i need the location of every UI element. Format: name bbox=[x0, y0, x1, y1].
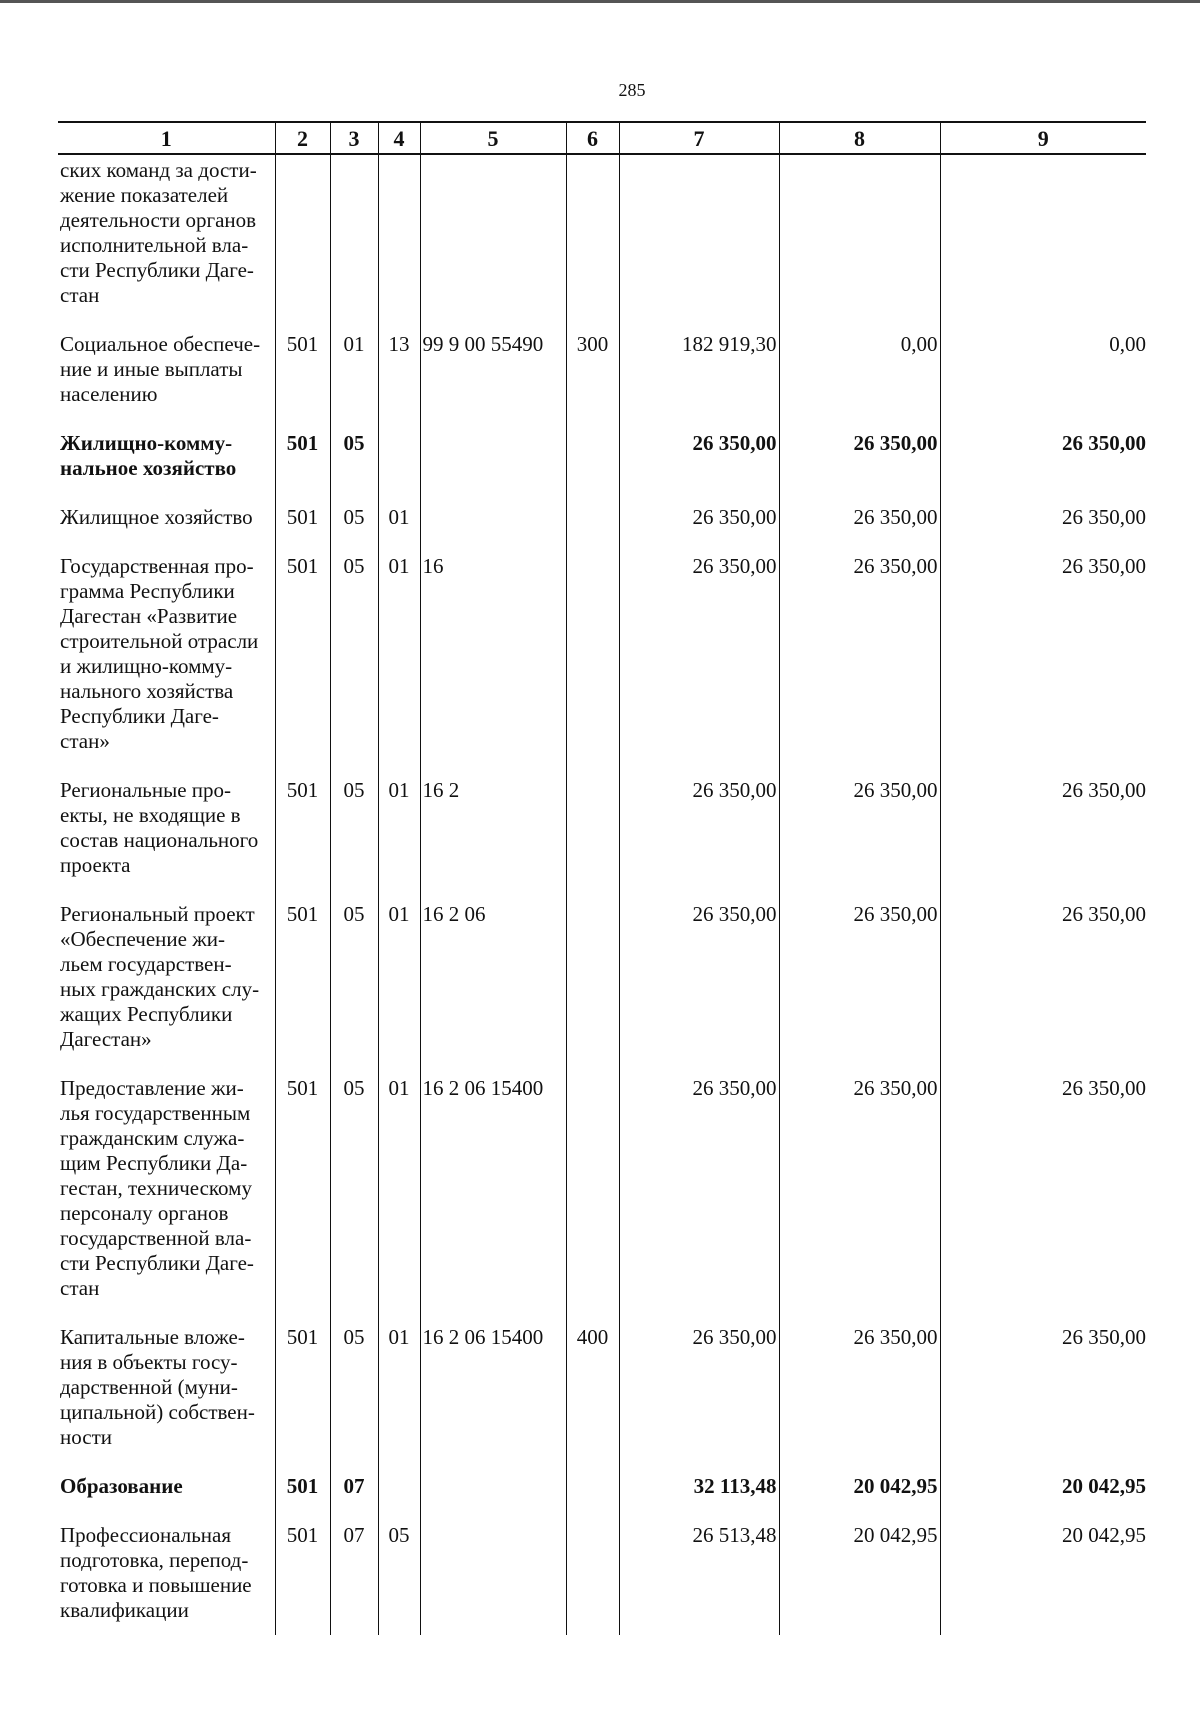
item-name-line: Образование bbox=[60, 1474, 183, 1498]
item-name-line: проекта bbox=[60, 853, 131, 877]
subsection-code-cell: 01 bbox=[378, 1064, 420, 1313]
table-row bbox=[58, 320, 1146, 419]
amount-col7-cell: 26 350,00 bbox=[619, 419, 779, 493]
expense-type-cell bbox=[566, 1511, 619, 1635]
item-name-line: екты, не входящие в bbox=[60, 803, 241, 827]
admin-code-cell: 501 bbox=[275, 1511, 330, 1635]
amount-col8-cell: 26 350,00 bbox=[779, 1064, 940, 1313]
amount-col9-cell: 26 350,00 bbox=[940, 1064, 1146, 1313]
table-row bbox=[58, 542, 1146, 766]
amount-col9-cell: 26 350,00 bbox=[940, 542, 1146, 766]
item-name-line: деятельности органов bbox=[60, 208, 257, 232]
amount-col8-cell: 20 042,95 bbox=[779, 1511, 940, 1635]
subsection-code-cell: 05 bbox=[378, 1511, 420, 1635]
amount-col7-cell: 26 350,00 bbox=[619, 766, 779, 890]
admin-code-cell: 501 bbox=[275, 419, 330, 493]
admin-code-cell: 501 bbox=[275, 1462, 330, 1511]
column-header: 5 bbox=[420, 122, 566, 154]
item-name-line: нального хозяйства bbox=[60, 679, 234, 703]
item-name-line: состав национального bbox=[60, 828, 259, 852]
target-article-cell: 16 2 06 15400 bbox=[420, 1313, 566, 1462]
table-row bbox=[58, 1313, 1146, 1462]
item-name-cell bbox=[58, 1511, 275, 1635]
item-name-line: Дагестан» bbox=[60, 1027, 152, 1051]
amount-col9-cell: 20 042,95 bbox=[940, 1462, 1146, 1511]
expense-type-cell bbox=[566, 890, 619, 1064]
column-header: 1 bbox=[58, 122, 275, 154]
expense-type-cell bbox=[566, 766, 619, 890]
section-code-cell bbox=[330, 154, 378, 320]
item-name-line: жащих Республики bbox=[60, 1002, 233, 1026]
amount-col8-cell: 26 350,00 bbox=[779, 766, 940, 890]
item-name-line: Жилищно-комму- bbox=[60, 431, 233, 455]
amount-col7-cell: 32 113,48 bbox=[619, 1462, 779, 1511]
admin-code-cell: 501 bbox=[275, 493, 330, 542]
item-name-line: стан» bbox=[60, 729, 110, 753]
target-article-cell: 16 2 06 15400 bbox=[420, 1064, 566, 1313]
target-article-cell bbox=[420, 419, 566, 493]
item-name-line: Профессиональная bbox=[60, 1523, 232, 1547]
item-name-line: строительной отрасли bbox=[60, 629, 259, 653]
table-body bbox=[58, 154, 1146, 1635]
table-row bbox=[58, 1462, 1146, 1511]
item-name-line: Региональные про- bbox=[60, 778, 232, 802]
amount-col8-cell: 26 350,00 bbox=[779, 890, 940, 1064]
amount-col9-cell: 26 350,00 bbox=[940, 890, 1146, 1064]
item-name-line: исполнительной вла- bbox=[60, 233, 249, 257]
item-name-line: населению bbox=[60, 382, 158, 406]
item-name-cell bbox=[58, 1064, 275, 1313]
target-article-cell: 99 9 00 55490 bbox=[420, 320, 566, 419]
column-header: 3 bbox=[330, 122, 378, 154]
item-name-line: сти Республики Даге- bbox=[60, 1251, 254, 1275]
expense-type-cell bbox=[566, 542, 619, 766]
section-code-cell: 05 bbox=[330, 766, 378, 890]
amount-col8-cell: 20 042,95 bbox=[779, 1462, 940, 1511]
item-name-line: дарственной (муни- bbox=[60, 1375, 238, 1399]
item-name-line: государственной вла- bbox=[60, 1226, 252, 1250]
item-name-cell bbox=[58, 766, 275, 890]
item-name-line: стан bbox=[60, 1276, 100, 1300]
item-name-cell bbox=[58, 154, 275, 320]
page-number: 285 bbox=[618, 80, 646, 100]
section-code-cell: 07 bbox=[330, 1511, 378, 1635]
item-name-line: ных гражданских слу- bbox=[60, 977, 260, 1001]
amount-col9-cell bbox=[940, 154, 1146, 320]
item-name-line: Государственная про- bbox=[60, 554, 254, 578]
amount-col7-cell: 26 350,00 bbox=[619, 542, 779, 766]
expense-type-cell bbox=[566, 1462, 619, 1511]
item-name-line: Капитальные вложе- bbox=[60, 1325, 245, 1349]
target-article-cell bbox=[420, 1462, 566, 1511]
expense-type-cell bbox=[566, 419, 619, 493]
amount-col8-cell: 26 350,00 bbox=[779, 493, 940, 542]
expense-type-cell: 300 bbox=[566, 320, 619, 419]
subsection-code-cell: 01 bbox=[378, 493, 420, 542]
item-name-cell bbox=[58, 1313, 275, 1462]
admin-code-cell: 501 bbox=[275, 542, 330, 766]
section-code-cell: 01 bbox=[330, 320, 378, 419]
item-name-line: сти Республики Даге- bbox=[60, 258, 254, 282]
item-name-line: гражданским служа- bbox=[60, 1126, 245, 1150]
amount-col8-cell: 26 350,00 bbox=[779, 419, 940, 493]
amount-col8-cell bbox=[779, 154, 940, 320]
section-code-cell: 05 bbox=[330, 493, 378, 542]
subsection-code-cell: 01 bbox=[378, 766, 420, 890]
target-article-cell: 16 2 06 bbox=[420, 890, 566, 1064]
table-row bbox=[58, 1511, 1146, 1635]
item-name-line: ния в объекты госу- bbox=[60, 1350, 238, 1374]
item-name-line: Социальное обеспече- bbox=[60, 332, 261, 356]
table-row bbox=[58, 419, 1146, 493]
item-name-line: готовка и повышение bbox=[60, 1573, 252, 1597]
budget-table bbox=[58, 121, 1146, 1635]
item-name-cell bbox=[58, 542, 275, 766]
item-name-line: подготовка, перепод- bbox=[60, 1548, 249, 1572]
amount-col7-cell: 26 350,00 bbox=[619, 1064, 779, 1313]
item-name-line: нальное хозяйство bbox=[60, 456, 237, 480]
amount-col9-cell: 26 350,00 bbox=[940, 1313, 1146, 1462]
column-header: 7 bbox=[619, 122, 779, 154]
section-code-cell: 05 bbox=[330, 890, 378, 1064]
admin-code-cell: 501 bbox=[275, 320, 330, 419]
section-code-cell: 05 bbox=[330, 419, 378, 493]
amount-col7-cell: 26 350,00 bbox=[619, 1313, 779, 1462]
item-name-line: Республики Даге- bbox=[60, 704, 219, 728]
item-name-line: ских команд за дости- bbox=[60, 158, 257, 182]
amount-col9-cell: 26 350,00 bbox=[940, 766, 1146, 890]
item-name-cell bbox=[58, 890, 275, 1064]
subsection-code-cell bbox=[378, 1462, 420, 1511]
amount-col7-cell: 26 350,00 bbox=[619, 493, 779, 542]
section-code-cell: 05 bbox=[330, 1064, 378, 1313]
amount-col7-cell: 26 513,48 bbox=[619, 1511, 779, 1635]
amount-col8-cell: 26 350,00 bbox=[779, 542, 940, 766]
expense-type-cell bbox=[566, 1064, 619, 1313]
expense-type-cell bbox=[566, 493, 619, 542]
item-name-cell bbox=[58, 419, 275, 493]
target-article-cell: 16 bbox=[420, 542, 566, 766]
table-row bbox=[58, 493, 1146, 542]
expense-type-cell bbox=[566, 154, 619, 320]
item-name-line: квалификации bbox=[60, 1598, 189, 1622]
target-article-cell bbox=[420, 1511, 566, 1635]
item-name-line: грамма Республики bbox=[60, 579, 235, 603]
item-name-line: и жилищно-комму- bbox=[60, 654, 233, 678]
target-article-cell bbox=[420, 493, 566, 542]
item-name-line: стан bbox=[60, 283, 100, 307]
section-code-cell: 07 bbox=[330, 1462, 378, 1511]
column-number-header bbox=[58, 122, 1146, 154]
item-name-line: ние и иные выплаты bbox=[60, 357, 243, 381]
table-row bbox=[58, 154, 1146, 320]
admin-code-cell: 501 bbox=[275, 890, 330, 1064]
section-code-cell: 05 bbox=[330, 1313, 378, 1462]
amount-col9-cell: 26 350,00 bbox=[940, 419, 1146, 493]
item-name-line: Предоставление жи- bbox=[60, 1076, 244, 1100]
item-name-line: лья государственным bbox=[60, 1101, 251, 1125]
item-name-cell bbox=[58, 493, 275, 542]
amount-col7-cell: 26 350,00 bbox=[619, 890, 779, 1064]
amount-col7-cell: 182 919,30 bbox=[619, 320, 779, 419]
amount-col9-cell: 0,00 bbox=[940, 320, 1146, 419]
subsection-code-cell bbox=[378, 419, 420, 493]
subsection-code-cell: 01 bbox=[378, 1313, 420, 1462]
amount-col9-cell: 20 042,95 bbox=[940, 1511, 1146, 1635]
table-row bbox=[58, 1064, 1146, 1313]
item-name-line: щим Республики Да- bbox=[60, 1151, 248, 1175]
column-header: 8 bbox=[779, 122, 940, 154]
item-name-line: Дагестан «Развитие bbox=[60, 604, 238, 628]
column-header: 4 bbox=[378, 122, 420, 154]
amount-col9-cell: 26 350,00 bbox=[940, 493, 1146, 542]
admin-code-cell: 501 bbox=[275, 1064, 330, 1313]
admin-code-cell: 501 bbox=[275, 766, 330, 890]
expense-type-cell: 400 bbox=[566, 1313, 619, 1462]
item-name-line: гестан, техническому bbox=[60, 1176, 252, 1200]
item-name-line: Региональный проект bbox=[60, 902, 255, 926]
section-code-cell: 05 bbox=[330, 542, 378, 766]
admin-code-cell bbox=[275, 154, 330, 320]
item-name-line: «Обеспечение жи- bbox=[60, 927, 225, 951]
item-name-cell bbox=[58, 320, 275, 419]
item-name-line: ности bbox=[60, 1425, 112, 1449]
column-header: 6 bbox=[566, 122, 619, 154]
column-header: 2 bbox=[275, 122, 330, 154]
item-name-line: ципальной) собствен- bbox=[60, 1400, 255, 1424]
column-header: 9 bbox=[940, 122, 1146, 154]
subsection-code-cell: 01 bbox=[378, 890, 420, 1064]
admin-code-cell: 501 bbox=[275, 1313, 330, 1462]
item-name-line: льем государствен- bbox=[60, 952, 232, 976]
amount-col8-cell: 26 350,00 bbox=[779, 1313, 940, 1462]
target-article-cell: 16 2 bbox=[420, 766, 566, 890]
table-row bbox=[58, 890, 1146, 1064]
item-name-line: Жилищное хозяйство bbox=[60, 505, 253, 529]
item-name-cell bbox=[58, 1462, 275, 1511]
target-article-cell bbox=[420, 154, 566, 320]
page-top-edge bbox=[0, 0, 1200, 3]
item-name-line: персоналу органов bbox=[60, 1201, 229, 1225]
subsection-code-cell bbox=[378, 154, 420, 320]
subsection-code-cell: 13 bbox=[378, 320, 420, 419]
table-row bbox=[58, 766, 1146, 890]
item-name-line: жение показателей bbox=[60, 183, 229, 207]
subsection-code-cell: 01 bbox=[378, 542, 420, 766]
amount-col8-cell: 0,00 bbox=[779, 320, 940, 419]
amount-col7-cell bbox=[619, 154, 779, 320]
